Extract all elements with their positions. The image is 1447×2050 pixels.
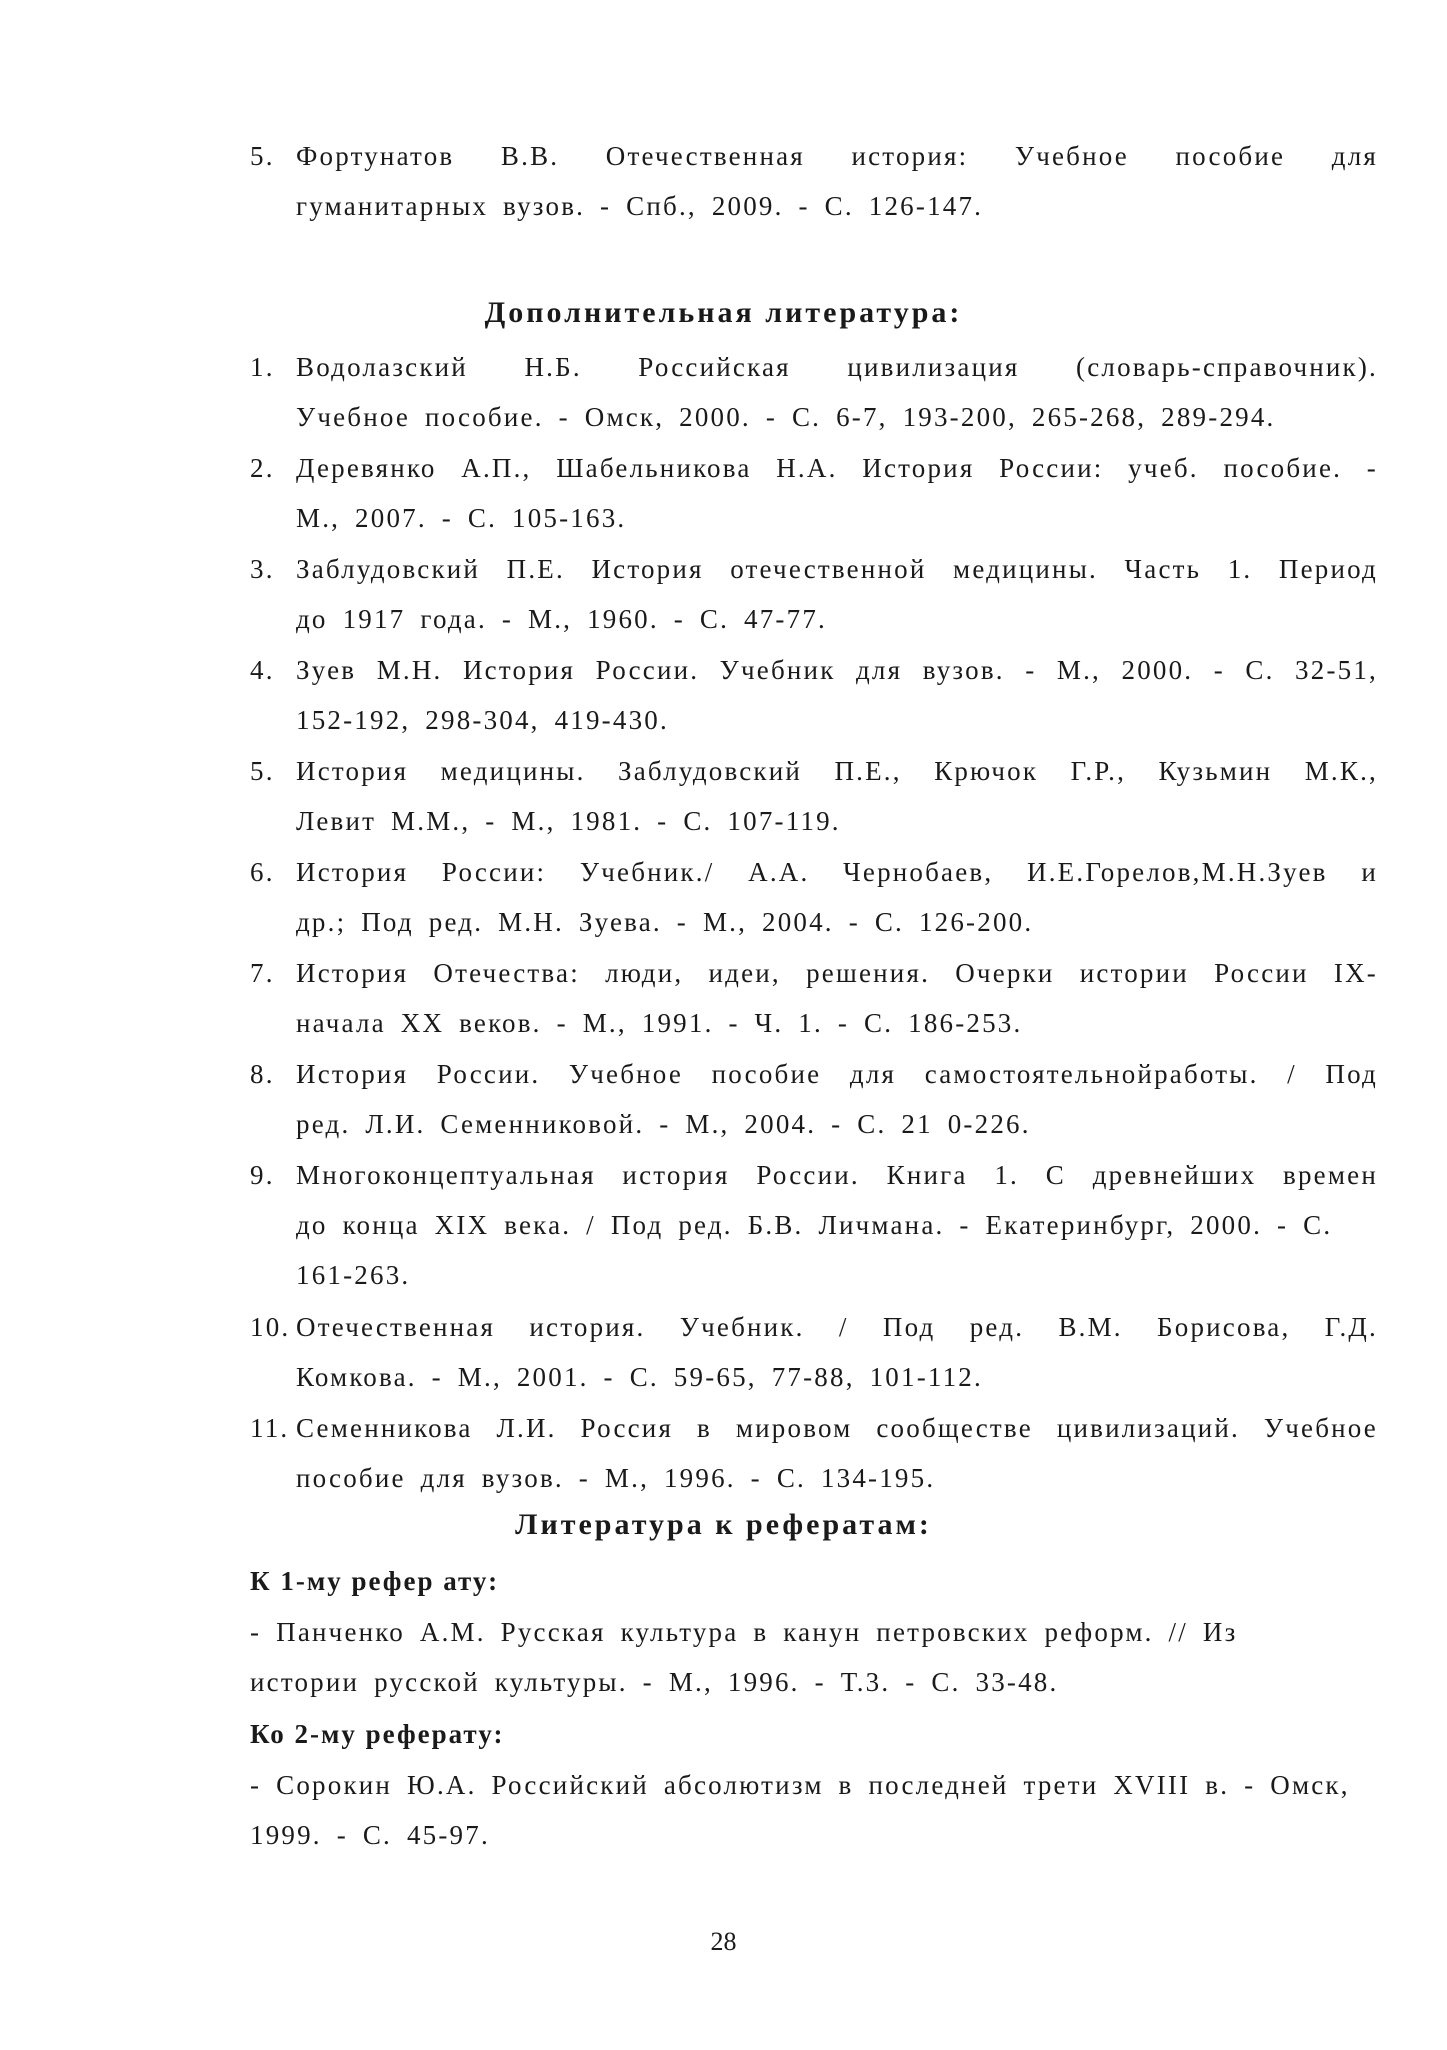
item-text-line1: История России: Учебник./ А.А. Чернобаев, И.Е.Горелов,М.Н.Зуев и xyxy=(296,857,1378,887)
item-text-line2: ред. Л.И. Семенниковой. - М., 2004. - С. 21 0-226. xyxy=(296,1109,1031,1139)
item-text-line2: Левит М.М., - М., 1981. - С. 107-119. xyxy=(296,806,841,836)
item-text-line2: др.; Под ред. М.Н. Зуева. - М., 2004. - С. 126-200. xyxy=(296,907,1034,937)
item-text-line2: начала XX веков. - М., 1991. - Ч. 1. - С. 186-253. xyxy=(296,1008,1023,1038)
additional-item-4 xyxy=(250,645,1378,745)
additional-item-11 xyxy=(250,1403,1378,1503)
item-number: 11. xyxy=(250,1413,290,1443)
item-number: 8. xyxy=(250,1059,275,1089)
reference-line1: - Панченко А.М. Русская культура в канун петровских реформ. // Из xyxy=(250,1617,1238,1647)
item-text-line1: История медицины. Заблудовский П.Е., Крючок Г.Р., Кузьмин М.К., xyxy=(296,756,1378,786)
reference-line2: истории русской культуры. - М., 1996. - Т.3. - С. 33-48. xyxy=(250,1667,1059,1697)
additional-item-10 xyxy=(250,1302,1378,1402)
item-text-line3: 161-263. xyxy=(296,1260,411,1290)
report-2-reference xyxy=(250,1760,1378,1860)
additional-literature-heading: Дополнительная литература: xyxy=(484,296,963,329)
item-text-line2: гуманитарных вузов. - Спб., 2009. - С. 126-147. xyxy=(296,191,984,221)
item-text-line2: М., 2007. - С. 105-163. xyxy=(296,503,627,533)
item-number: 3. xyxy=(250,554,275,584)
additional-item-1 xyxy=(250,342,1378,442)
item-number: 9. xyxy=(250,1160,275,1190)
additional-item-3 xyxy=(250,544,1378,644)
item-text-line1: Деревянко А.П., Шабельникова Н.А. История России: учеб. пособие. - xyxy=(296,453,1378,483)
additional-item-5 xyxy=(250,746,1378,846)
item-number: 4. xyxy=(250,655,275,685)
report-1-reference xyxy=(250,1607,1378,1707)
page-number: 28 xyxy=(710,1927,737,1956)
item-text-line1: История Отечества: люди, идеи, решения. Очерки истории России IX- xyxy=(296,958,1378,988)
additional-item-7 xyxy=(250,948,1378,1048)
item-text-line1: История России. Учебное пособие для самостоятельнойработы. / Под xyxy=(296,1059,1378,1089)
item-text-line2: до 1917 года. - М., 1960. - С. 47-77. xyxy=(296,604,827,634)
additional-item-6 xyxy=(250,847,1378,947)
item-text-line2: Комкова. - М., 2001. - С. 59-65, 77-88, 101-112. xyxy=(296,1362,983,1392)
item-number: 5. xyxy=(250,756,275,786)
item-number: 7. xyxy=(250,958,275,988)
item-text-line1: Семенникова Л.И. Россия в мировом сообществе цивилизаций. Учебное xyxy=(296,1413,1378,1443)
item-text-line1: Заблудовский П.Е. История отечественной медицины. Часть 1. Период xyxy=(296,554,1378,584)
main-literature-item-5 xyxy=(250,131,1378,231)
item-number: 10. xyxy=(250,1312,291,1342)
additional-item-9 xyxy=(250,1150,1378,1300)
report-1-label: К 1-му рефер ату: xyxy=(250,1566,500,1596)
item-text-line2: 152-192, 298-304, 419-430. xyxy=(296,705,669,735)
item-number: 5. xyxy=(250,141,275,171)
item-text-line1: Зуев М.Н. История России. Учебник для вузов. - М., 2000. - С. 32-51, xyxy=(296,655,1378,685)
item-text-line1: Отечественная история. Учебник. / Под ред. В.М. Борисова, Г.Д. xyxy=(296,1312,1378,1342)
item-text-line2: Учебное пособие. - Омск, 2000. - С. 6-7, 193-200, 265-268, 289-294. xyxy=(296,402,1276,432)
item-number: 1. xyxy=(250,352,275,382)
reference-line1: - Сорокин Ю.А. Российский абсолютизм в последней трети XVIII в. - Омск, xyxy=(250,1770,1350,1800)
item-text-line2: до конца XIX века. / Под ред. Б.В. Личмана. - Екатеринбург, 2000. - С. xyxy=(296,1210,1333,1240)
report-2-label: Ко 2-му реферату: xyxy=(250,1719,505,1749)
item-text-line1: Фортунатов В.В. Отечественная история: Учебное пособие для xyxy=(296,141,1378,171)
additional-item-8 xyxy=(250,1049,1378,1149)
item-text-line1: Многоконцептуальная история России. Книга 1. С древнейших времен xyxy=(296,1160,1378,1190)
item-number: 2. xyxy=(250,453,275,483)
reference-line2: 1999. - С. 45-97. xyxy=(250,1820,490,1850)
item-text-line2: пособие для вузов. - М., 1996. - С. 134-195. xyxy=(296,1463,936,1493)
additional-item-2 xyxy=(250,443,1378,543)
item-number: 6. xyxy=(250,857,275,887)
reports-literature-heading: Литература к рефератам: xyxy=(515,1508,932,1541)
item-text-line1: Водолазский Н.Б. Российская цивилизация (словарь-справочник). xyxy=(296,352,1378,382)
